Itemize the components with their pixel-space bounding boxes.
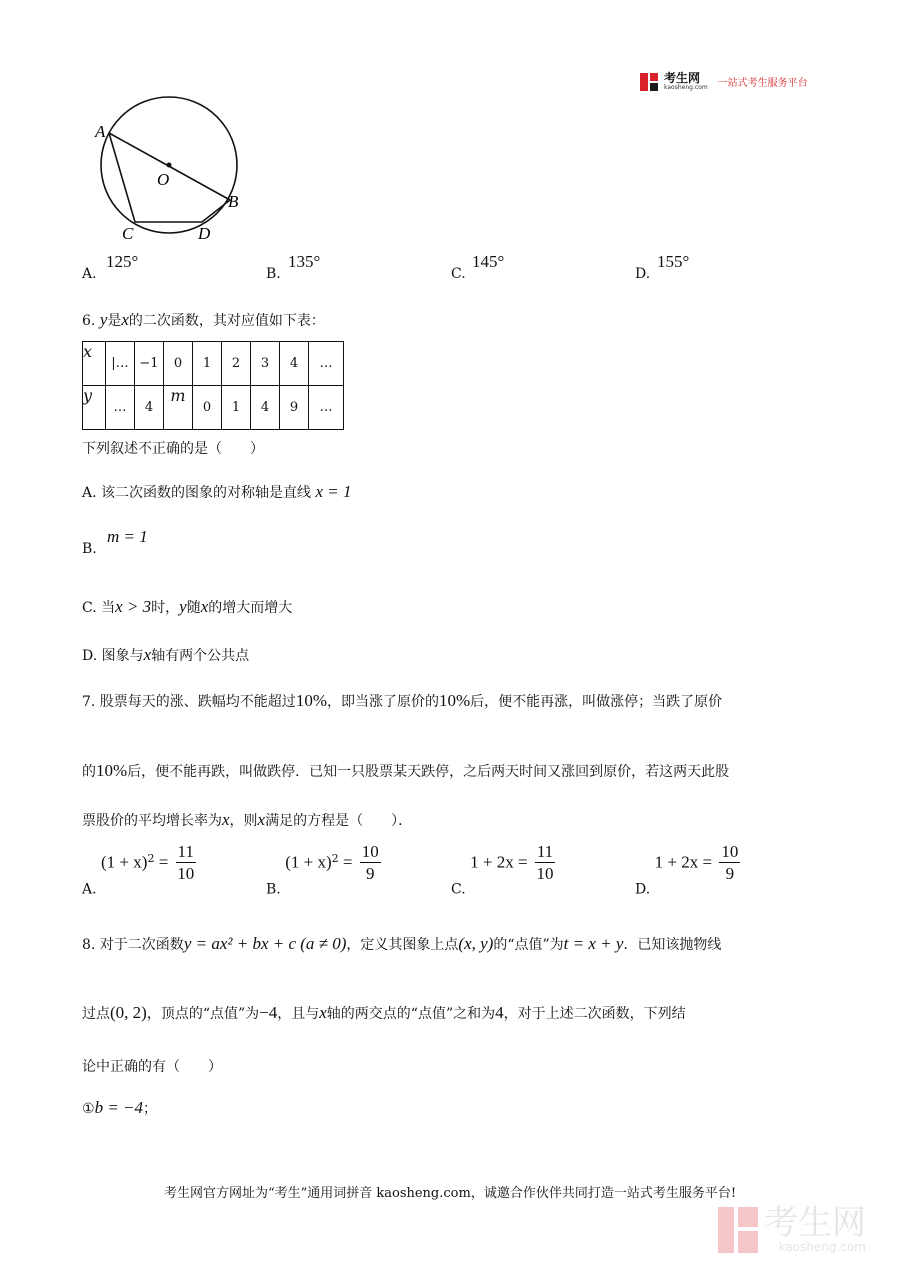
table-cell: 9	[280, 386, 309, 430]
q5-option-b[interactable]: B. 135°	[266, 252, 321, 282]
table-row-y	[83, 386, 344, 430]
table-y-label: y	[83, 386, 106, 430]
circle-figure	[90, 92, 250, 242]
label-o: O	[157, 170, 170, 189]
watermark-logo-icon	[718, 1207, 758, 1253]
center-point	[167, 163, 172, 168]
table-cell: |…	[106, 342, 135, 386]
table-cell: 1	[193, 342, 222, 386]
table-cell: …	[106, 386, 135, 430]
table-cell: …	[309, 342, 344, 386]
q8-item-1: ①b = −4；	[82, 1098, 158, 1117]
header-logo	[640, 72, 808, 91]
q7-line2: 的10%后，便不能再跌，叫做跌停．已知一只股票某天跌停，之后两天时间又涨回到原价，若这两天此股	[82, 761, 730, 780]
table-row-x	[83, 342, 344, 386]
q6-question: 下列叙述不正确的是（ ）	[82, 441, 264, 457]
table-cell: 4	[280, 342, 309, 386]
q8-line1: 8. 对于二次函数y = ax² + bx + c (a ≠ 0)，定义其图象上点(x, y)的“点值”为t = x + y．已知该抛物线	[82, 934, 722, 953]
label-a: A	[95, 122, 106, 141]
table-cell: 4	[135, 386, 164, 430]
q6-stem: 6. y是x的二次函数，其对应值如下表：	[82, 310, 325, 329]
table-cell: 2	[222, 342, 251, 386]
table-cell: 0	[164, 342, 193, 386]
q7-option-b[interactable]: B. $(1 + x)^2$ = $\frac{10}{9}$	[266, 842, 379, 898]
table-cell: …	[309, 386, 344, 430]
chord-path-acdb	[109, 133, 230, 222]
logo-name: 考生网	[664, 71, 701, 85]
footer-text: 考生网官方网址为“考生”通用词拼音 kaosheng.com，诚邀合作伙伴共同打造一站式考生服务平台!	[163, 1186, 737, 1201]
q5-option-a[interactable]: A. 125°	[82, 252, 139, 282]
q7-option-a[interactable]: A. $(1 + x)^2$ = $\frac{11}{10}$	[82, 842, 195, 898]
q8-line2: 过点(0, 2)，顶点的“点值”为−4，且与x轴的两交点的“点值”之和为4，对于上述二次函数，下列结	[82, 1003, 686, 1022]
logo-icon	[640, 73, 658, 91]
logo-url: kaosheng.com	[664, 84, 708, 91]
q6-option-a[interactable]: A. 该二次函数的图象的对称轴是直线 x = 1	[82, 482, 352, 501]
q6-option-d[interactable]: D. 图象与x轴有两个公共点	[82, 645, 250, 664]
table-cell: 0	[193, 386, 222, 430]
table-cell: 1	[222, 386, 251, 430]
watermark-name: 考生网	[764, 1203, 866, 1243]
logo-slogan: 一站式考生服务平台	[717, 78, 808, 89]
table-cell: 4	[251, 386, 280, 430]
q6-option-c[interactable]: C. 当x > 3时，y随x的增大而增大	[82, 597, 293, 616]
q7-option-d[interactable]: D. 1 + 2x = $\frac{10}{9}$	[635, 842, 739, 898]
label-d: D	[198, 224, 211, 242]
table-x-label: x	[83, 342, 106, 386]
table-cell: 3	[251, 342, 280, 386]
q8-line3: 论中正确的有（ ）	[82, 1059, 222, 1075]
q7-line1: 7. 股票每天的涨、跌幅均不能超过10%，即当涨了原价的10%后，便不能再涨，叫做涨停；当跌了原价	[82, 691, 723, 710]
q7-line3: 票股价的平均增长率为x，则x满足的方程是（ ）．	[82, 810, 413, 829]
table-cell: −1	[135, 342, 164, 386]
watermark-url: kaosheng.com	[778, 1240, 866, 1254]
table-cell: m	[164, 386, 193, 430]
label-b: B	[228, 192, 239, 211]
watermark	[718, 1203, 866, 1254]
label-c: C	[122, 224, 134, 242]
q7-option-c[interactable]: C. 1 + 2x = $\frac{11}{10}$	[451, 842, 554, 898]
q6-option-b[interactable]: B. m = 1	[82, 527, 148, 557]
q5-option-c[interactable]: C. 145°	[451, 252, 505, 282]
q6-value-table	[82, 341, 344, 430]
q5-option-d[interactable]: D. 155°	[635, 252, 690, 282]
